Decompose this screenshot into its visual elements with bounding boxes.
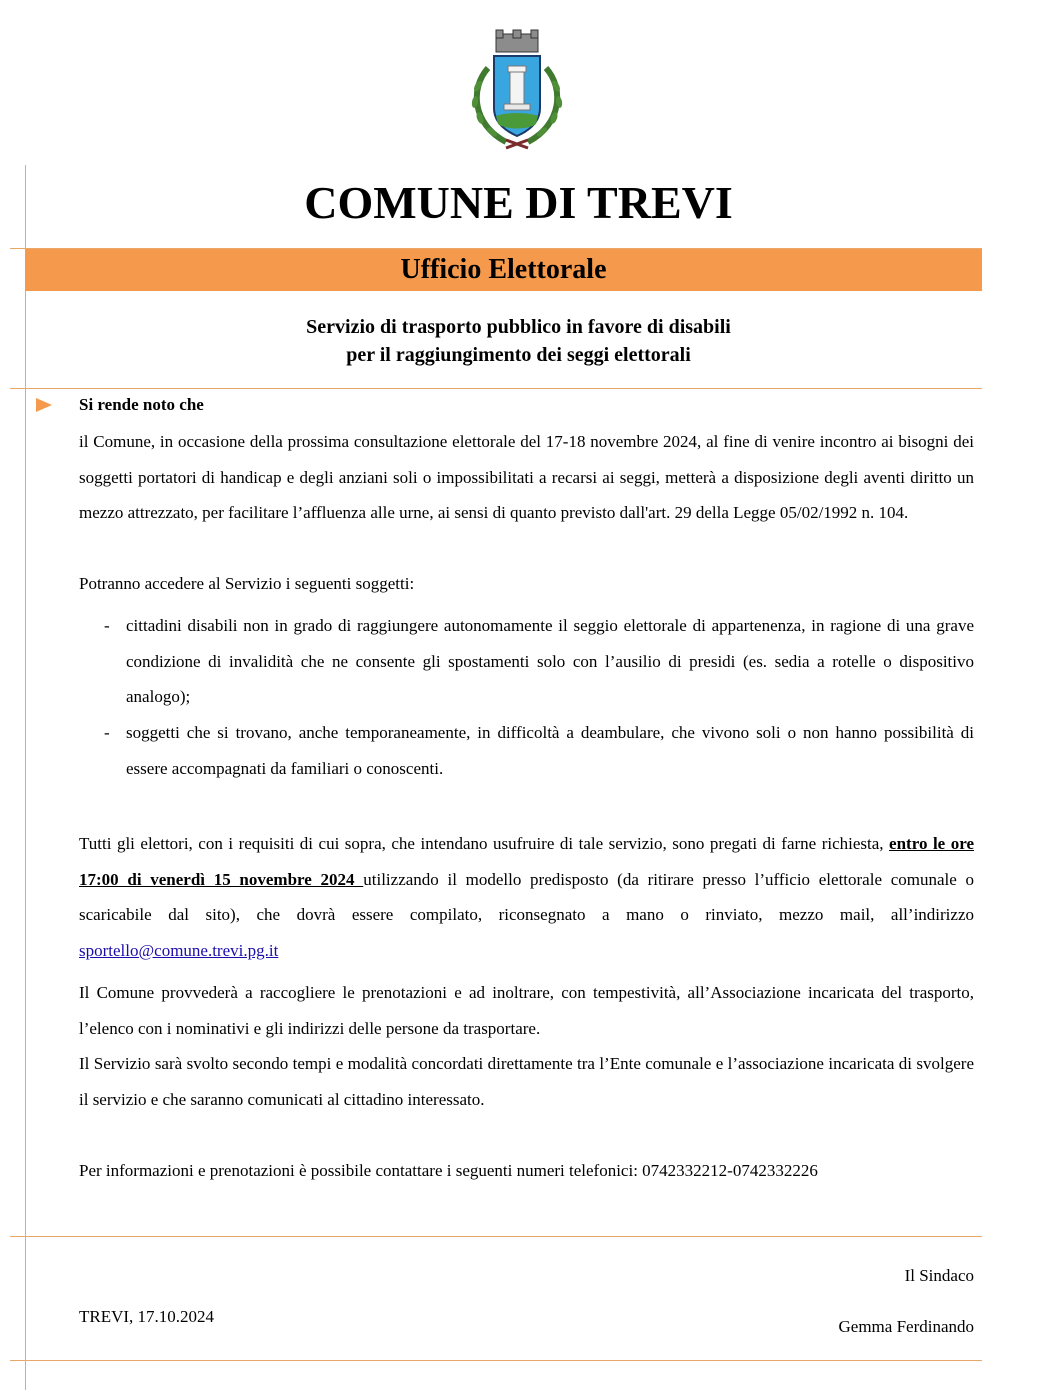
- list-dash: -: [104, 616, 110, 635]
- list-item-text: cittadini disabili non in grado di raggiungere autonomamente il seggio elettorale di appartenenza, in ragione di una grave condizione di invalidità che ne consente gli spostamenti solo con l’ausilio di presidi (es. sedia a rotelle o dispositivo analogo);: [126, 616, 974, 706]
- request-paragraph: [79, 826, 974, 968]
- arrow-bullet-icon: [36, 398, 52, 412]
- municipal-coat-of-arms-icon: [466, 28, 568, 152]
- place-date: TREVI, 17.10.2024: [79, 1307, 215, 1326]
- signer-name: Gemma Ferdinando: [838, 1317, 974, 1336]
- list-item: [79, 608, 974, 716]
- rule-bottom: [10, 1360, 982, 1361]
- notice-subtitle: [0, 313, 1037, 369]
- subtitle-line-2: per il raggiungimento dei seggi elettorali: [346, 344, 691, 366]
- email-link[interactable]: sportello@comune.trevi.pg.it: [79, 940, 279, 960]
- contacts-paragraph: Per informazioni e prenotazioni è possibile contattare i seguenti numeri telefonici: 0742332212-0742332226: [79, 1161, 818, 1180]
- list-dash: -: [104, 723, 110, 742]
- request-deadline: entro le ore 17:00 di venerdì 15 novembre 2024: [79, 834, 975, 889]
- page-title: COMUNE DI TREVI: [304, 177, 733, 228]
- list-item: [79, 715, 974, 787]
- request-text-cont: utilizzando il modello predisposto (da ritirare presso l’ufficio elettorale comunale o scaricabile dal sito), che dovrà essere compilato, riconsegnato a mano o rinviato, mezzo mail, all’indirizzo: [79, 869, 974, 924]
- rule-above-notice: [10, 388, 982, 389]
- request-text: Tutti gli elettori, con i requisiti di cui sopra, che intendano usufruire di tale servizio, sono pregati di farne richiesta,: [79, 834, 890, 853]
- signer-title: Il Sindaco: [904, 1266, 974, 1285]
- notice-lead: Si rende noto che: [79, 395, 204, 414]
- eligible-intro: Potranno accedere al Servizio i seguenti soggetti:: [79, 574, 415, 593]
- service-paragraph: Il Servizio sarà svolto secondo tempi e modalità concordati direttamente tra l’Ente comunale e l’associazione incaricata di svolgere il servizio e che saranno comunicati al cittadino interessato.: [79, 1054, 974, 1109]
- collection-paragraph: Il Comune provvederà a raccogliere le prenotazioni e ad inoltrare, con tempestività, all’Associazione incaricata del trasporto, l’elenco con i nominativi e gli indirizzi delle persone da trasportare.: [79, 983, 974, 1038]
- intro-paragraph: il Comune, in occasione della prossima consultazione elettorale del 17-18 novembre 2024, al fine di venire incontro ai bisogni dei soggetti portatori di handicap e degli anziani soli o impossibilitati a recarsi ai seggi, metterà a disposizione degli aventi diritto un mezzo attrezzato, per facilitare l’affluenza alle urne, ai sensi di quanto previsto dall'art. 29 della Legge 05/02/1992 n. 104.: [79, 432, 974, 522]
- office-banner: Ufficio Elettorale: [25, 249, 982, 291]
- list-item-text: soggetti che si trovano, anche temporaneamente, in difficoltà a deambulare, che vivono soli o non hanno possibilità di essere accompagnati da familiari o conoscenti.: [126, 723, 974, 778]
- rule-above-signature: [10, 1236, 982, 1237]
- subtitle-line-1: Servizio di trasporto pubblico in favore di disabili: [306, 316, 731, 338]
